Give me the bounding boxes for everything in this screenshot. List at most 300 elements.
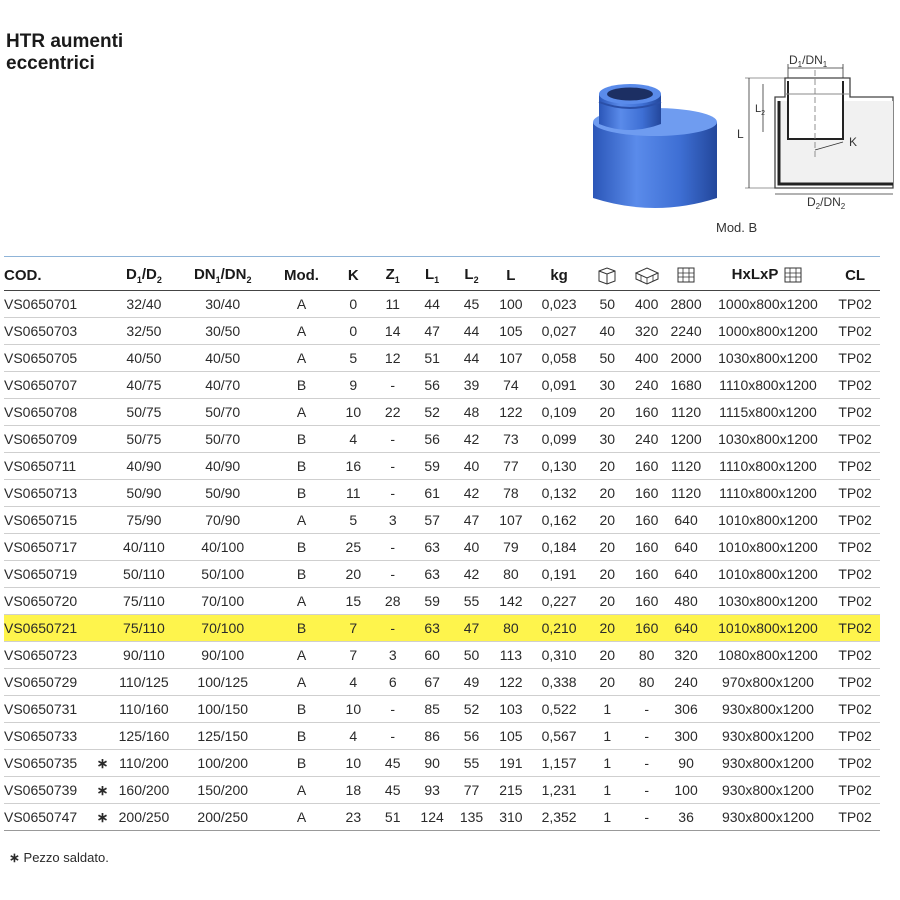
table-row <box>4 642 880 669</box>
cell-mod: A <box>269 399 333 426</box>
cell-dn1-dn2: 125/150 <box>176 723 269 750</box>
cell-box: 1 <box>588 804 627 831</box>
cell-dims: 1010x800x1200 <box>706 534 830 561</box>
cell-weld-mark <box>93 318 112 345</box>
cell-k: 10 <box>334 750 373 777</box>
cell-l: 105 <box>491 318 530 345</box>
cell-l2: 55 <box>452 588 491 615</box>
cell-crate: 640 <box>666 534 705 561</box>
cell-crate: 1680 <box>666 372 705 399</box>
cell-l1: 47 <box>412 318 451 345</box>
cell-dn1-dn2: 50/100 <box>176 561 269 588</box>
cell-l2: 40 <box>452 453 491 480</box>
cell-dn1-dn2: 40/50 <box>176 345 269 372</box>
cell-layer: 240 <box>627 372 666 399</box>
cell-z1: - <box>373 696 412 723</box>
cell-l2: 42 <box>452 426 491 453</box>
col-dims: HxLxP <box>706 260 830 291</box>
svg-text:L: L <box>737 127 744 141</box>
cell-crate: 90 <box>666 750 705 777</box>
cell-crate: 36 <box>666 804 705 831</box>
cell-z1: - <box>373 561 412 588</box>
col-crate <box>666 260 705 291</box>
cell-dims: 1000x800x1200 <box>706 291 830 318</box>
cell-d1-d2: 50/75 <box>112 399 176 426</box>
page-title-line-1: HTR aumenti <box>6 31 124 52</box>
cell-l2: 77 <box>452 777 491 804</box>
col-code: COD. <box>4 260 93 291</box>
cell-dims: 1080x800x1200 <box>706 642 830 669</box>
cell-z1: 28 <box>373 588 412 615</box>
cell-layer: 80 <box>627 642 666 669</box>
cell-mod: B <box>269 453 333 480</box>
cell-dims: 930x800x1200 <box>706 804 830 831</box>
cell-weld-mark: ∗ <box>93 750 112 777</box>
cell-mod: B <box>269 372 333 399</box>
cell-box: 20 <box>588 453 627 480</box>
table-row <box>4 696 880 723</box>
cell-crate: 300 <box>666 723 705 750</box>
cell-crate: 640 <box>666 507 705 534</box>
col-l1: $L_1$ <box>412 260 451 291</box>
cell-code: VS0650739 <box>4 777 93 804</box>
cell-dims: 970x800x1200 <box>706 669 830 696</box>
cell-dims: 1000x800x1200 <box>706 318 830 345</box>
table-row <box>4 480 880 507</box>
cell-code: VS0650703 <box>4 318 93 345</box>
cell-box: 1 <box>588 777 627 804</box>
table-row <box>4 669 880 696</box>
col-l: L <box>491 260 530 291</box>
cell-dims: 930x800x1200 <box>706 723 830 750</box>
cell-dn1-dn2: 40/90 <box>176 453 269 480</box>
cell-cl: TP02 <box>830 696 880 723</box>
cell-l2: 47 <box>452 507 491 534</box>
cell-z1: 14 <box>373 318 412 345</box>
cell-k: 23 <box>334 804 373 831</box>
cell-l1: 56 <box>412 426 451 453</box>
cell-z1: - <box>373 723 412 750</box>
cell-d1-d2: 200/250 <box>112 804 176 831</box>
table-row <box>4 399 880 426</box>
cell-dn1-dn2: 150/200 <box>176 777 269 804</box>
table-row <box>4 372 880 399</box>
cell-box: 20 <box>588 507 627 534</box>
cell-layer: 80 <box>627 669 666 696</box>
cell-dims: 1010x800x1200 <box>706 615 830 642</box>
pallet-layer-icon <box>634 265 660 285</box>
col-layer <box>627 260 666 291</box>
cell-l: 310 <box>491 804 530 831</box>
cell-mod: A <box>269 345 333 372</box>
cell-l: 77 <box>491 453 530 480</box>
cell-box: 50 <box>588 291 627 318</box>
cell-l2: 47 <box>452 615 491 642</box>
cell-crate: 480 <box>666 588 705 615</box>
cell-kg: 0,310 <box>531 642 588 669</box>
col-mod: Mod. <box>269 260 333 291</box>
table-row <box>4 561 880 588</box>
cell-kg: 0,191 <box>531 561 588 588</box>
cell-weld-mark: ∗ <box>93 804 112 831</box>
cell-cl: TP02 <box>830 453 880 480</box>
cell-code: VS0650713 <box>4 480 93 507</box>
cell-box: 40 <box>588 318 627 345</box>
cell-crate: 2000 <box>666 345 705 372</box>
cell-l2: 39 <box>452 372 491 399</box>
cell-z1: 12 <box>373 345 412 372</box>
cell-l: 122 <box>491 669 530 696</box>
cell-kg: 0,227 <box>531 588 588 615</box>
cell-weld-mark <box>93 642 112 669</box>
cell-d1-d2: 32/40 <box>112 291 176 318</box>
col-box <box>588 260 627 291</box>
cell-l: 107 <box>491 345 530 372</box>
footnote-text: Pezzo saldato. <box>23 850 109 865</box>
cell-weld-mark <box>93 372 112 399</box>
cell-d1-d2: 50/75 <box>112 426 176 453</box>
cell-weld-mark <box>93 480 112 507</box>
cell-code: VS0650711 <box>4 453 93 480</box>
cell-k: 15 <box>334 588 373 615</box>
cell-dims: 1010x800x1200 <box>706 561 830 588</box>
cell-layer: 400 <box>627 291 666 318</box>
cell-cl: TP02 <box>830 615 880 642</box>
cell-dims: 1110x800x1200 <box>706 453 830 480</box>
cell-l1: 85 <box>412 696 451 723</box>
product-table <box>4 260 880 831</box>
cell-weld-mark <box>93 534 112 561</box>
cell-code: VS0650735 <box>4 750 93 777</box>
svg-text:D1/DN1: $D_1/DN_1$ <box>789 53 828 69</box>
cell-l: 80 <box>491 561 530 588</box>
cell-z1: 45 <box>373 750 412 777</box>
col-kg: kg <box>531 260 588 291</box>
cell-l: 105 <box>491 723 530 750</box>
cell-k: 7 <box>334 615 373 642</box>
cell-cl: TP02 <box>830 777 880 804</box>
cell-k: 16 <box>334 453 373 480</box>
cell-l2: 40 <box>452 534 491 561</box>
cell-l: 74 <box>491 372 530 399</box>
cell-mod: A <box>269 291 333 318</box>
cell-crate: 1200 <box>666 426 705 453</box>
cell-l1: 51 <box>412 345 451 372</box>
col-dn1-dn2: $DN_1/DN_2$ <box>176 260 269 291</box>
cell-l: 215 <box>491 777 530 804</box>
table-row <box>4 723 880 750</box>
svg-text:K: K <box>849 135 858 149</box>
cell-z1: - <box>373 534 412 561</box>
cell-k: 10 <box>334 399 373 426</box>
cell-code: VS0650701 <box>4 291 93 318</box>
cell-z1: 6 <box>373 669 412 696</box>
cell-layer: 160 <box>627 615 666 642</box>
cell-kg: 0,109 <box>531 399 588 426</box>
table-row <box>4 804 880 831</box>
cell-l1: 57 <box>412 507 451 534</box>
cell-box: 20 <box>588 561 627 588</box>
cell-k: 9 <box>334 372 373 399</box>
cell-l1: 59 <box>412 453 451 480</box>
cell-l1: 86 <box>412 723 451 750</box>
cell-l2: 49 <box>452 669 491 696</box>
cell-d1-d2: 90/110 <box>112 642 176 669</box>
cell-crate: 2800 <box>666 291 705 318</box>
cell-kg: 0,027 <box>531 318 588 345</box>
cell-l1: 44 <box>412 291 451 318</box>
cell-l2: 44 <box>452 345 491 372</box>
crate-icon <box>782 265 804 285</box>
cell-weld-mark <box>93 723 112 750</box>
cell-kg: 0,091 <box>531 372 588 399</box>
cell-dn1-dn2: 50/70 <box>176 426 269 453</box>
cell-k: 10 <box>334 696 373 723</box>
cell-code: VS0650720 <box>4 588 93 615</box>
cell-k: 25 <box>334 534 373 561</box>
cell-l: 122 <box>491 399 530 426</box>
cell-mod: B <box>269 723 333 750</box>
cell-kg: 0,132 <box>531 480 588 507</box>
cell-mod: A <box>269 588 333 615</box>
cell-l: 80 <box>491 615 530 642</box>
cell-dims: 1030x800x1200 <box>706 426 830 453</box>
cell-z1: - <box>373 426 412 453</box>
cell-code: VS0650707 <box>4 372 93 399</box>
cell-l: 73 <box>491 426 530 453</box>
cell-box: 1 <box>588 696 627 723</box>
cell-k: 5 <box>334 345 373 372</box>
cell-dn1-dn2: 50/70 <box>176 399 269 426</box>
cell-z1: 3 <box>373 507 412 534</box>
cell-d1-d2: 125/160 <box>112 723 176 750</box>
cell-l2: 135 <box>452 804 491 831</box>
model-caption: Mod. B <box>716 220 758 235</box>
header-rule <box>4 256 880 257</box>
cell-layer: 160 <box>627 561 666 588</box>
cell-dims: 1030x800x1200 <box>706 345 830 372</box>
cell-layer: 160 <box>627 453 666 480</box>
cell-mod: A <box>269 777 333 804</box>
cell-dn1-dn2: 70/100 <box>176 588 269 615</box>
cell-cl: TP02 <box>830 372 880 399</box>
cell-l1: 93 <box>412 777 451 804</box>
page-title-line-2: eccentrici <box>6 53 95 74</box>
cell-box: 20 <box>588 480 627 507</box>
cell-z1: - <box>373 453 412 480</box>
cell-cl: TP02 <box>830 669 880 696</box>
cell-code: VS0650731 <box>4 696 93 723</box>
cell-k: 18 <box>334 777 373 804</box>
cell-l1: 124 <box>412 804 451 831</box>
cell-layer: 160 <box>627 480 666 507</box>
cell-l2: 44 <box>452 318 491 345</box>
cell-l1: 67 <box>412 669 451 696</box>
cell-layer: 160 <box>627 507 666 534</box>
col-cl: CL <box>830 260 880 291</box>
cell-weld-mark <box>93 291 112 318</box>
product-image <box>585 80 725 220</box>
cell-d1-d2: 50/90 <box>112 480 176 507</box>
col-d1-d2: $D_1/D_2$ <box>112 260 176 291</box>
cell-dims: 930x800x1200 <box>706 750 830 777</box>
cell-mod: A <box>269 804 333 831</box>
cell-box: 1 <box>588 723 627 750</box>
cell-layer: 160 <box>627 588 666 615</box>
cell-d1-d2: 110/125 <box>112 669 176 696</box>
cell-l: 142 <box>491 588 530 615</box>
cell-kg: 0,023 <box>531 291 588 318</box>
cell-box: 20 <box>588 399 627 426</box>
cell-z1: 11 <box>373 291 412 318</box>
crate-icon <box>675 265 697 285</box>
cell-layer: 160 <box>627 399 666 426</box>
cell-cl: TP02 <box>830 480 880 507</box>
cell-cl: TP02 <box>830 345 880 372</box>
cell-mod: B <box>269 696 333 723</box>
cell-l: 103 <box>491 696 530 723</box>
cell-crate: 306 <box>666 696 705 723</box>
svg-text:D2/DN2: $D_2/DN_2$ <box>807 195 846 211</box>
cell-layer: - <box>627 723 666 750</box>
cell-l: 100 <box>491 291 530 318</box>
cell-dn1-dn2: 40/100 <box>176 534 269 561</box>
footnote-symbol: ∗ <box>9 850 20 865</box>
cell-crate: 1120 <box>666 480 705 507</box>
cell-layer: - <box>627 750 666 777</box>
cell-kg: 1,231 <box>531 777 588 804</box>
cell-d1-d2: 32/50 <box>112 318 176 345</box>
cell-k: 4 <box>334 426 373 453</box>
cell-code: VS0650729 <box>4 669 93 696</box>
cell-box: 20 <box>588 615 627 642</box>
cell-code: VS0650705 <box>4 345 93 372</box>
cell-weld-mark <box>93 561 112 588</box>
page-title <box>6 31 246 75</box>
table-row <box>4 291 880 318</box>
cell-z1: 45 <box>373 777 412 804</box>
cell-l1: 63 <box>412 561 451 588</box>
cell-l2: 50 <box>452 642 491 669</box>
cell-kg: 0,210 <box>531 615 588 642</box>
cell-layer: - <box>627 804 666 831</box>
cell-layer: 400 <box>627 345 666 372</box>
col-weld-mark <box>93 260 112 291</box>
cell-kg: 0,162 <box>531 507 588 534</box>
cell-l2: 48 <box>452 399 491 426</box>
table-row <box>4 453 880 480</box>
cell-k: 0 <box>334 318 373 345</box>
cell-k: 20 <box>334 561 373 588</box>
cell-d1-d2: 75/90 <box>112 507 176 534</box>
cell-d1-d2: 110/160 <box>112 696 176 723</box>
cell-crate: 240 <box>666 669 705 696</box>
cell-cl: TP02 <box>830 399 880 426</box>
cell-dn1-dn2: 50/90 <box>176 480 269 507</box>
cell-mod: B <box>269 426 333 453</box>
table-row <box>4 426 880 453</box>
table-row <box>4 318 880 345</box>
table-header-row <box>4 260 880 291</box>
cell-crate: 320 <box>666 642 705 669</box>
table-row <box>4 534 880 561</box>
cell-box: 20 <box>588 588 627 615</box>
table-row <box>4 777 880 804</box>
cell-l2: 42 <box>452 561 491 588</box>
cell-box: 20 <box>588 669 627 696</box>
cell-layer: 320 <box>627 318 666 345</box>
cell-code: VS0650715 <box>4 507 93 534</box>
cell-code: VS0650709 <box>4 426 93 453</box>
cell-dn1-dn2: 100/125 <box>176 669 269 696</box>
cell-l: 107 <box>491 507 530 534</box>
cell-l: 191 <box>491 750 530 777</box>
cell-mod: A <box>269 642 333 669</box>
table-row <box>4 507 880 534</box>
cell-z1: - <box>373 372 412 399</box>
cell-l: 78 <box>491 480 530 507</box>
cell-z1: - <box>373 480 412 507</box>
cell-l2: 56 <box>452 723 491 750</box>
cell-d1-d2: 75/110 <box>112 588 176 615</box>
cell-cl: TP02 <box>830 291 880 318</box>
cell-dn1-dn2: 200/250 <box>176 804 269 831</box>
cell-l1: 61 <box>412 480 451 507</box>
cell-d1-d2: 110/200 <box>112 750 176 777</box>
cell-cl: TP02 <box>830 318 880 345</box>
cell-z1: - <box>373 615 412 642</box>
cell-dims: 1030x800x1200 <box>706 588 830 615</box>
cell-d1-d2: 160/200 <box>112 777 176 804</box>
cell-cl: TP02 <box>830 561 880 588</box>
cell-z1: 51 <box>373 804 412 831</box>
cell-dn1-dn2: 70/100 <box>176 615 269 642</box>
cell-mod: A <box>269 318 333 345</box>
cell-box: 50 <box>588 345 627 372</box>
cell-crate: 640 <box>666 561 705 588</box>
cell-dims: 1110x800x1200 <box>706 372 830 399</box>
cell-code: VS0650723 <box>4 642 93 669</box>
cell-k: 4 <box>334 669 373 696</box>
cell-cl: TP02 <box>830 642 880 669</box>
table-row <box>4 750 880 777</box>
cell-cl: TP02 <box>830 804 880 831</box>
cell-weld-mark: ∗ <box>93 777 112 804</box>
cell-box: 20 <box>588 534 627 561</box>
cell-mod: A <box>269 669 333 696</box>
cell-crate: 1120 <box>666 453 705 480</box>
cell-code: VS0650733 <box>4 723 93 750</box>
cell-box: 30 <box>588 426 627 453</box>
cell-weld-mark <box>93 426 112 453</box>
cell-kg: 0,184 <box>531 534 588 561</box>
cell-k: 7 <box>334 642 373 669</box>
cell-crate: 640 <box>666 615 705 642</box>
cell-z1: 3 <box>373 642 412 669</box>
table-row <box>4 615 880 642</box>
cell-mod: A <box>269 507 333 534</box>
technical-drawing <box>735 46 900 218</box>
cell-mod: B <box>269 534 333 561</box>
cell-weld-mark <box>93 669 112 696</box>
table-body <box>4 291 880 831</box>
cell-cl: TP02 <box>830 588 880 615</box>
cell-l2: 55 <box>452 750 491 777</box>
cell-code: VS0650719 <box>4 561 93 588</box>
cell-k: 0 <box>334 291 373 318</box>
cell-weld-mark <box>93 399 112 426</box>
cell-mod: B <box>269 750 333 777</box>
